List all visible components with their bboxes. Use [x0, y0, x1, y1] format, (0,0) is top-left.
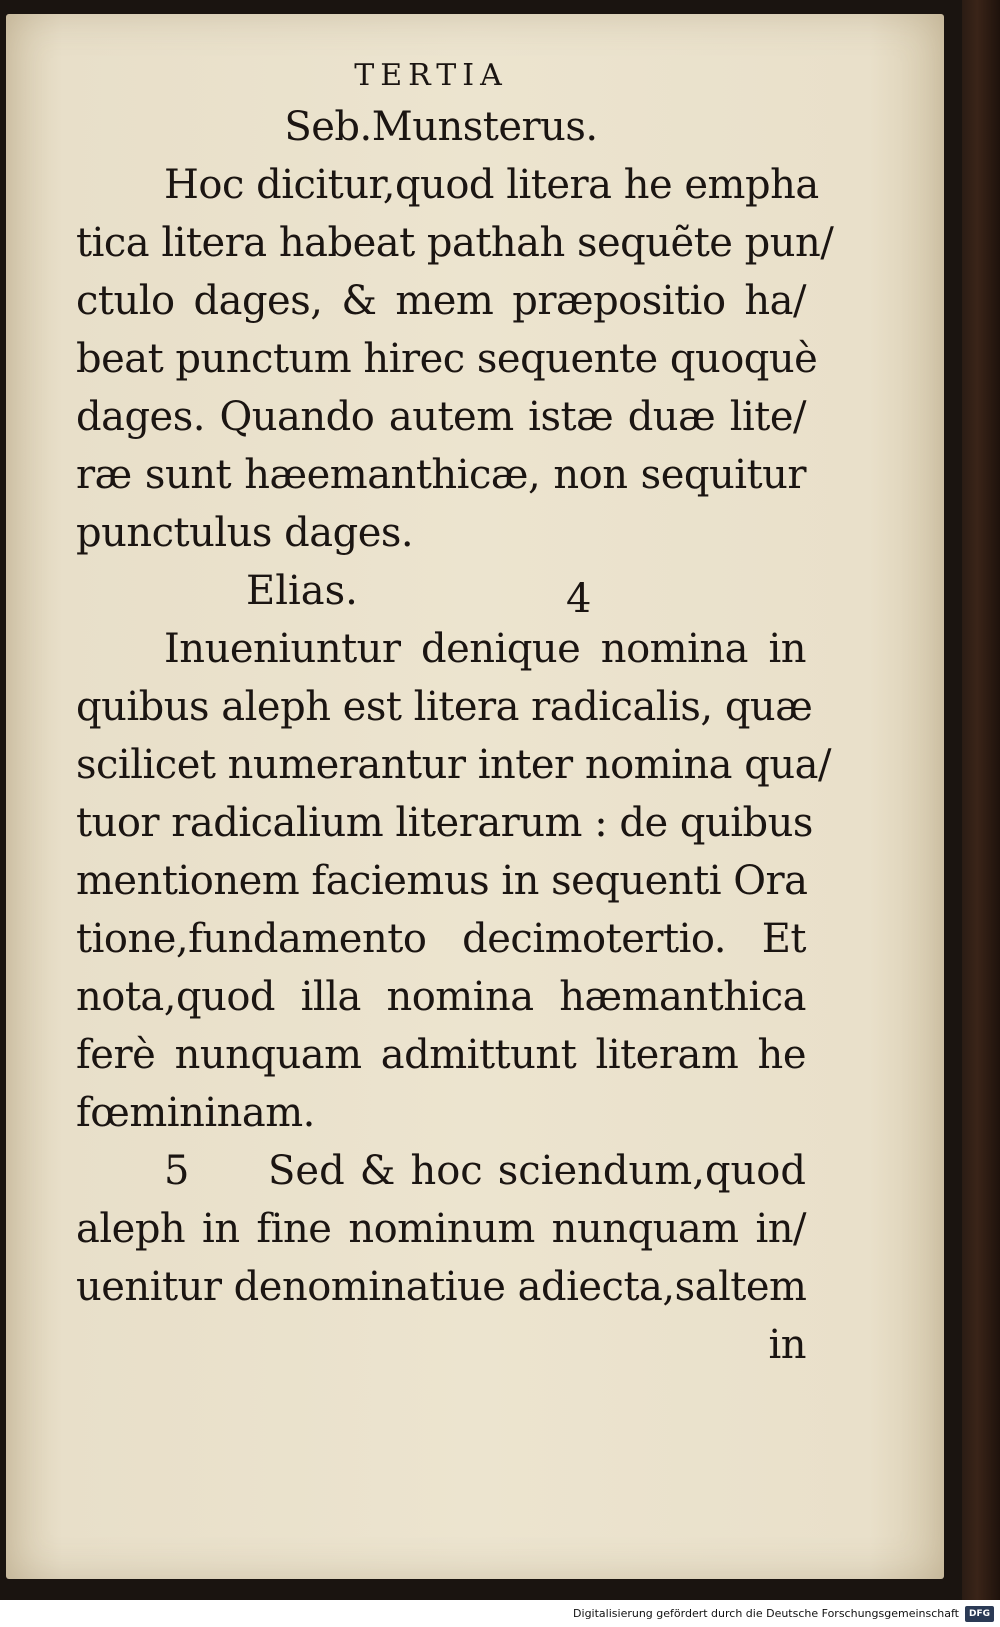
speaker-row	[76, 562, 806, 620]
text-line: tuor radicalium literarum : de quibus	[76, 800, 813, 846]
section-number: 5	[164, 1148, 190, 1194]
speaker-heading: Seb.Munsterus.	[284, 104, 598, 150]
text-line: mentionem faciemus in sequenti Ora	[76, 858, 808, 904]
text-line: Sed & hoc sciendum,quod	[268, 1148, 806, 1194]
section-number: 4	[566, 576, 592, 622]
speaker-name: Elias.	[246, 568, 358, 614]
book-edge	[962, 0, 1000, 1600]
text-line: tione,fundamento decimotertio. Et	[76, 916, 806, 962]
text-line: quibus aleph est litera radicalis, quæ	[76, 684, 813, 730]
text-line: tica litera habeat pathah sequẽte pun/	[76, 220, 834, 266]
text-line: uenitur denominatiue adiecta,saltem	[76, 1264, 807, 1310]
text-line: ræ sunt hæemanthicæ, non sequitur	[76, 452, 806, 498]
text-line: ferè nunquam admittunt literam he	[76, 1032, 806, 1078]
dfg-logo: DFG	[965, 1606, 994, 1622]
text-line: fœmininam.	[76, 1090, 315, 1136]
digitization-footer	[0, 1600, 1000, 1627]
text-line: beat punctum hirec sequente quoquè	[76, 336, 818, 382]
text-line: ctulo dages, & mem præpositio ha/	[76, 278, 806, 324]
numbered-line	[76, 1142, 806, 1200]
text-line: aleph in fine nominum nunquam in/	[76, 1206, 806, 1252]
footer-credit: Digitalisierung gefördert durch die Deutsche Forschungsgemeinschaft	[573, 1607, 959, 1620]
running-head: TERTIA	[354, 58, 508, 93]
text-line: nota,quod illa nomina hæmanthica	[76, 974, 806, 1020]
book-page	[6, 14, 944, 1579]
text-line: dages. Quando autem istæ duæ lite/	[76, 394, 806, 440]
text-line: punctulus dages.	[76, 510, 414, 556]
text-line: Hoc dicitur,quod litera he empha	[164, 162, 819, 208]
text-line: scilicet numerantur inter nomina qua/	[76, 742, 831, 788]
text-block	[76, 54, 834, 1374]
text-line: Inueniuntur denique nomina in	[164, 626, 806, 672]
catchword: in	[768, 1322, 806, 1368]
